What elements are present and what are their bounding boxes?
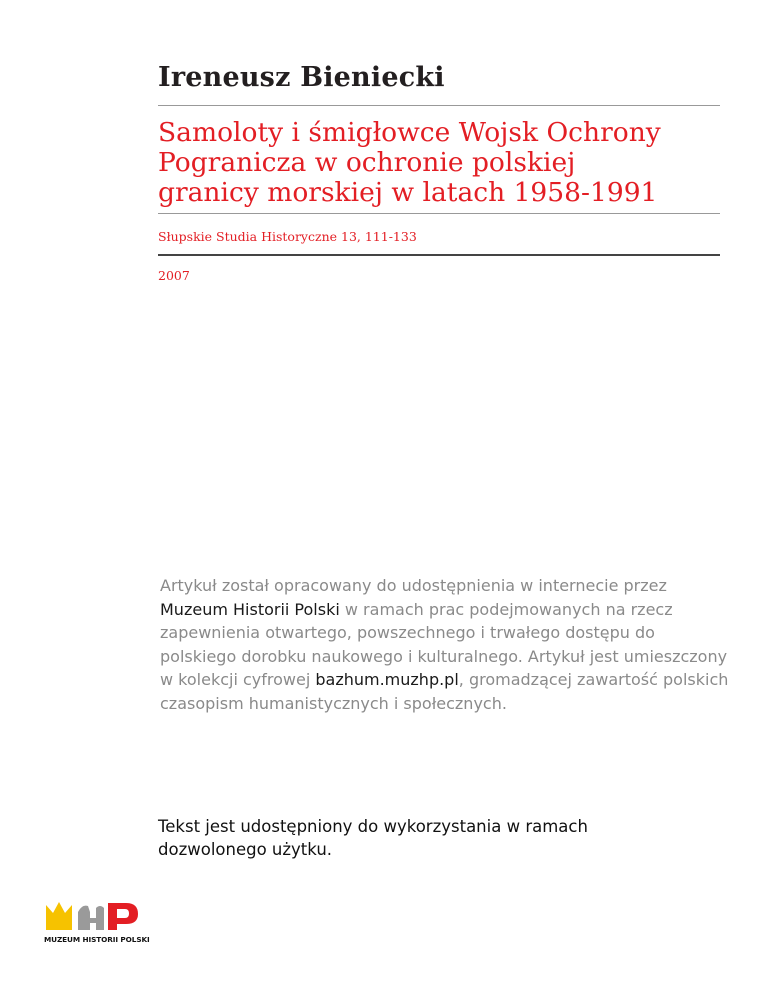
notice-line: zapewnienia otwartego, powszechnego i trwałego dostępu do — [160, 623, 655, 642]
notice-line: Artykuł został opracowany do udostępnienia w internecie przez — [160, 576, 667, 595]
museum-name: Muzeum Historii Polski — [160, 599, 340, 619]
notice-line — [160, 598, 720, 622]
logo-caption: MUZEUM HISTORII POLSKI — [44, 935, 150, 944]
logo-m-shape — [46, 902, 72, 930]
logo-h-shape — [78, 906, 104, 930]
notice-line: czasopism humanistycznych i społecznych. — [160, 693, 507, 713]
author-name: Ireneusz Bieniecki — [158, 62, 445, 93]
article-title — [158, 118, 718, 208]
logo-p-shape — [108, 903, 138, 930]
divider-title — [158, 213, 720, 214]
notice-text: , gromadzącej zawartość polskich — [458, 670, 729, 689]
title-line: granicy morskiej w latach 1958-1991 — [158, 177, 658, 208]
divider-source — [158, 254, 720, 256]
title-line: Samoloty i śmigłowce Wojsk Ochrony — [158, 117, 661, 148]
notice-text: w kolekcji cyfrowej — [160, 670, 316, 689]
notice-text: w ramach prac podejmowanych na rzecz — [339, 599, 673, 619]
notice-line — [160, 668, 729, 692]
source-citation: Słupskie Studia Historyczne 13, 111-133 — [158, 229, 417, 244]
usage-notice — [158, 815, 588, 861]
title-line: Pogranicza w ochronie polskiej — [158, 147, 576, 178]
collection-link[interactable]: bazhum.muzhp.pl — [315, 670, 459, 689]
usage-line: dozwolonego użytku. — [158, 840, 333, 859]
availability-notice — [160, 574, 729, 715]
usage-line: Tekst jest udostępniony do wykorzystania w ramach — [158, 817, 588, 836]
divider-top — [158, 105, 720, 106]
notice-line: polskiego dorobku naukowego i kulturalnego. Artykuł jest umieszczony — [160, 646, 728, 666]
publication-year: 2007 — [158, 268, 190, 283]
